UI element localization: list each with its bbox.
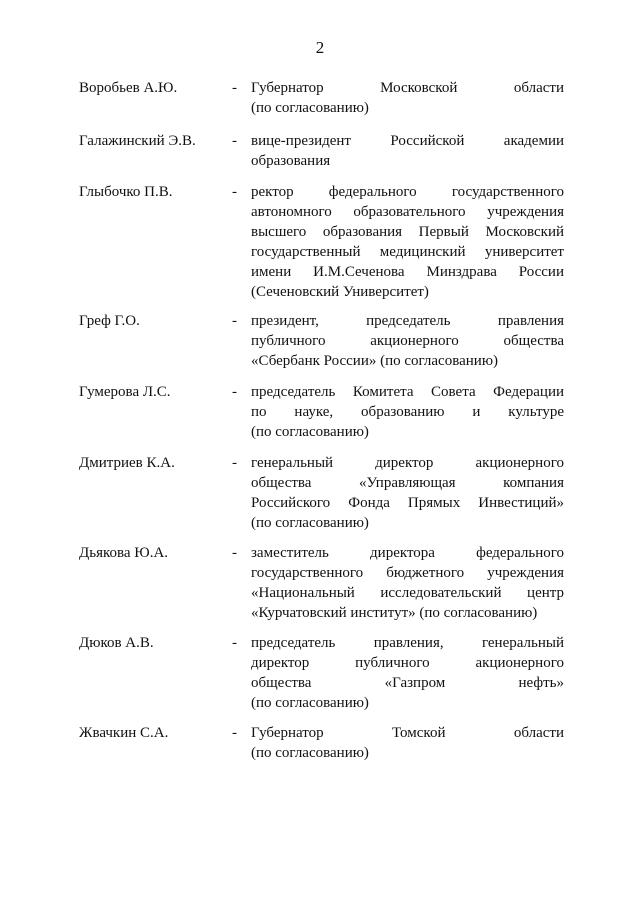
person-name: Гумерова Л.С. [79, 384, 171, 400]
description-line: имени И.М.Сеченова Минздрава России [251, 264, 564, 280]
position-description [251, 382, 564, 442]
position-description [251, 182, 564, 302]
description-line: Российского Фонда Прямых Инвестиций» [251, 495, 564, 511]
description-line: ректор федерального государственного [251, 184, 564, 200]
description-line: (по согласованию) [251, 515, 369, 531]
description-line: (по согласованию) [251, 695, 369, 711]
description-line: общества «Управляющая компания [251, 475, 564, 491]
person-name: Воробьев А.Ю. [79, 80, 178, 96]
description-line: по науке, образованию и культуре [251, 404, 564, 420]
description-line: высшего образования Первый Московский [251, 224, 564, 240]
description-line: (по согласованию) [251, 745, 369, 761]
description-line: (по согласованию) [251, 100, 369, 116]
description-line: директор публичного акционерного [251, 655, 564, 671]
dash-separator: - [232, 80, 237, 96]
description-line: Губернатор Московской области [251, 80, 564, 96]
position-description [251, 543, 564, 623]
description-line: председатель Комитета Совета Федерации [251, 384, 564, 400]
description-line: «Курчатовский институт» (по согласованию) [251, 605, 538, 621]
description-line: государственный медицинский университет [251, 244, 564, 260]
dash-separator: - [232, 313, 237, 329]
description-line: «Национальный исследовательский центр [251, 585, 564, 601]
position-description [251, 78, 564, 118]
dash-separator: - [232, 384, 237, 400]
position-description [251, 453, 564, 533]
dash-separator: - [232, 133, 237, 149]
person-name: Дьякова Ю.А. [79, 545, 169, 561]
person-name: Дюков А.В. [79, 635, 154, 651]
position-description [251, 723, 564, 763]
dash-separator: - [232, 455, 237, 471]
description-line: государственного бюджетного учреждения [251, 565, 564, 581]
description-line: заместитель директора федерального [251, 545, 564, 561]
person-name: Греф Г.О. [79, 313, 140, 329]
description-line: образования [251, 153, 331, 169]
description-line: публичного акционерного общества [251, 333, 564, 349]
person-name: Глыбочко П.В. [79, 184, 173, 200]
dash-separator: - [232, 635, 237, 651]
description-line: президент, председатель правления [251, 313, 564, 329]
person-name: Галажинский Э.В. [79, 133, 196, 149]
position-description [251, 131, 564, 171]
dash-separator: - [232, 545, 237, 561]
position-description [251, 633, 564, 713]
position-description [251, 311, 564, 371]
person-name: Дмитриев К.А. [79, 455, 175, 471]
description-line: вице-президент Российской академии [251, 133, 564, 149]
description-line: общества «Газпром нефть» [251, 675, 564, 691]
description-line: председатель правления, генеральный [251, 635, 564, 651]
dash-separator: - [232, 184, 237, 200]
description-line: «Сбербанк России» (по согласованию) [251, 353, 499, 369]
dash-separator: - [232, 725, 237, 741]
description-line: (по согласованию) [251, 424, 369, 440]
description-line: (Сеченовский Университет) [251, 284, 429, 300]
page-number: 2 [315, 38, 325, 57]
description-line: автономного образовательного учреждения [251, 204, 564, 220]
description-line: Губернатор Томской области [251, 725, 564, 741]
description-line: генеральный директор акционерного [251, 455, 564, 471]
person-name: Жвачкин С.А. [79, 725, 169, 741]
